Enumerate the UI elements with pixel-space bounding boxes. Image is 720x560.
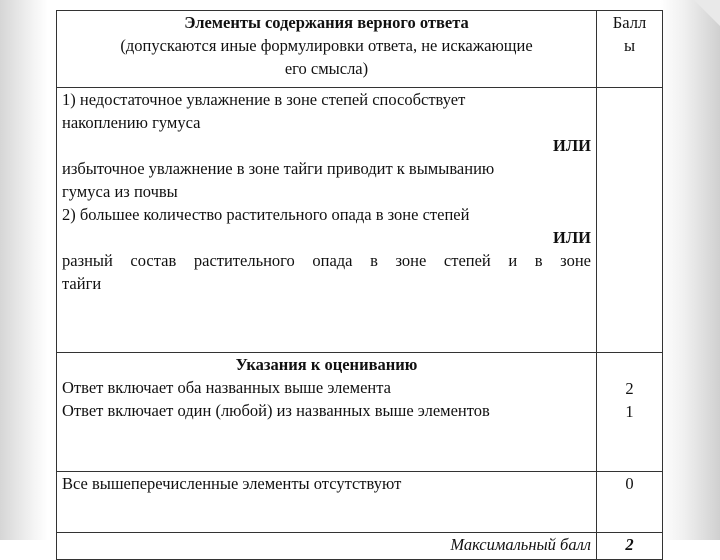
points-header-line2: ы [623,36,636,55]
points-header-line1: Балл [612,13,647,32]
answer-elements-header [57,11,597,88]
answer-points-cell [597,88,663,353]
criterion-none-row [57,472,663,533]
criterion-one: Ответ включает один (любой) из названных выше элементов [62,401,490,420]
table-header-row [57,11,663,88]
alt2-line2: тайги [62,274,102,293]
or-separator-2: ИЛИ [553,228,591,247]
criterion-none: Все вышеперечисленные элементы отсутствуют [62,474,402,493]
left-page-shadow [0,0,48,540]
answer-row [57,88,663,353]
header-subtitle-line1: (допускаются иные формулировки ответа, не искажающие [120,36,533,55]
criterion-none-cell [57,472,597,533]
criteria-cell [57,353,597,472]
answer-content [57,88,597,353]
grading-heading: Указания к оцениванию [235,355,418,374]
max-score-row [57,533,663,560]
points-none: 0 [625,474,634,493]
max-score-value: 2 [597,533,663,560]
grading-table [56,10,663,560]
alt2-line1: разный состав растительного опада в зоне степей и в зоне [62,251,591,270]
criteria-row [57,353,663,472]
right-page-shadow [660,0,720,540]
criteria-points-cell [597,353,663,472]
item1-line2: накоплению гумуса [62,113,201,132]
page-corner [694,0,720,26]
item1-line1: 1) недостаточное увлажнение в зоне степей способствует [62,90,466,109]
alt1-line2: гумуса из почвы [62,182,178,201]
points-one: 1 [625,402,634,421]
header-title: Элементы содержания верного ответа [184,13,469,32]
header-subtitle-line2: его смысла) [284,59,369,78]
points-both: 2 [625,379,634,398]
item2-line1: 2) большее количество растительного опада в зоне степей [62,205,470,224]
criterion-both: Ответ включает оба названных выше элемента [62,378,391,397]
alt1-line1: избыточное увлажнение в зоне тайги приводит к вымыванию [62,159,495,178]
points-none-cell [597,472,663,533]
or-separator-1: ИЛИ [553,136,591,155]
max-score-label: Максимальный балл [57,533,597,560]
points-header [597,11,663,88]
